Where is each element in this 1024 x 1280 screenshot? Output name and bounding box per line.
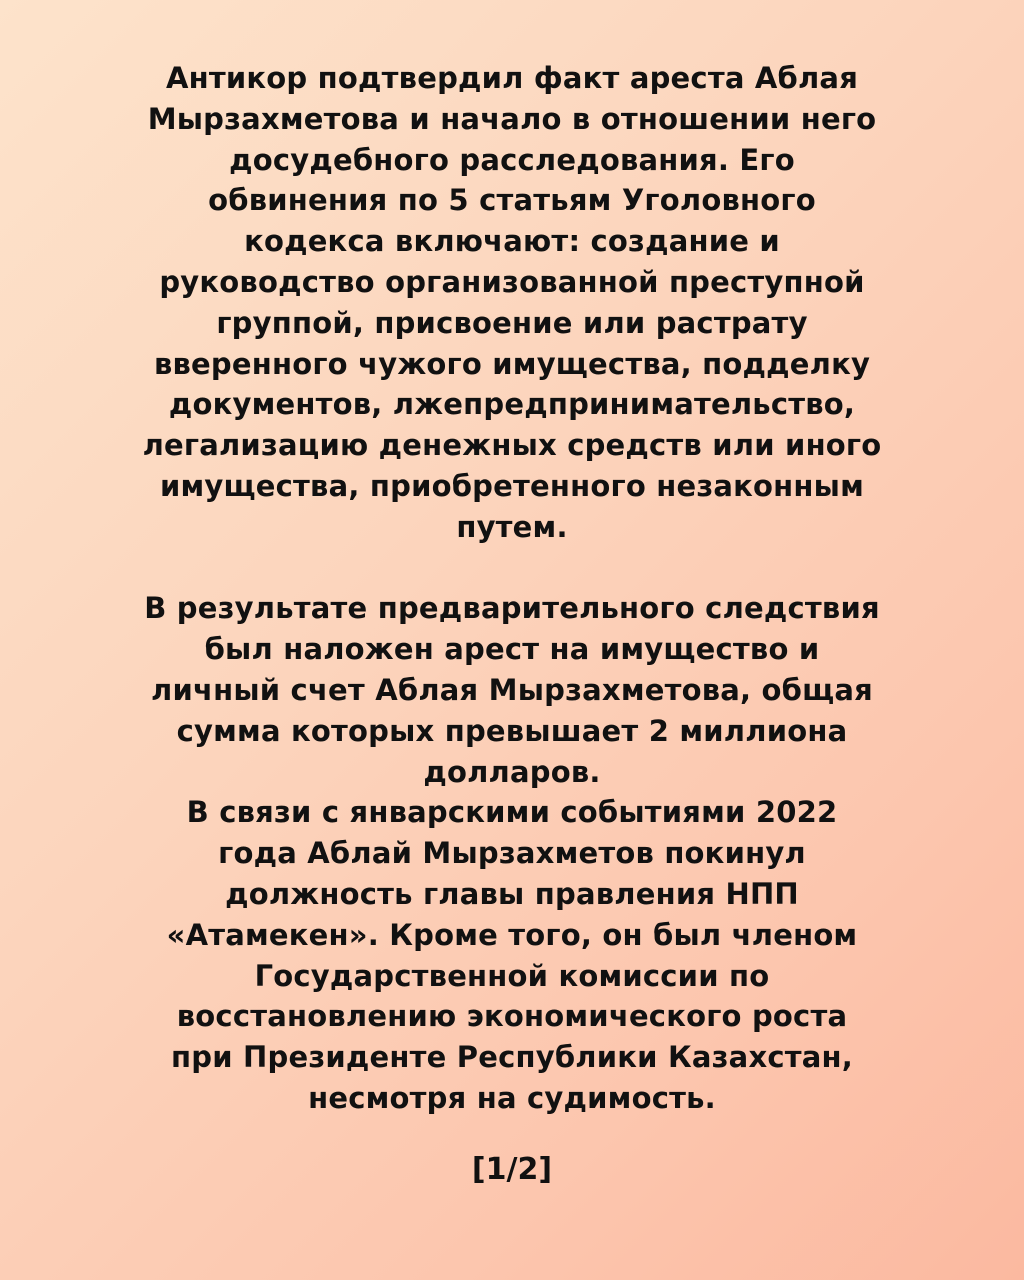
text-line: восстановлению экономического роста — [176, 999, 848, 1034]
text-line: обвинения по 5 статьям Уголовного — [208, 183, 816, 218]
text-line: Мырзахметова и начало в отношении него — [147, 101, 877, 136]
text-line: личный счет Аблая Мырзахметова, общая — [151, 672, 873, 707]
text-line: имущества, приобретенного незаконным — [160, 468, 864, 503]
text-line: кодекса включают: создание и — [244, 224, 780, 259]
text-line: Государственной комиссии по — [254, 958, 770, 993]
text-line: руководство организованной преступной — [159, 264, 865, 299]
text-line: В результате предварительного следствия — [144, 591, 880, 626]
paragraph-arrest — [96, 58, 928, 548]
paragraph-background — [96, 792, 928, 1118]
text-line: долларов. — [423, 754, 601, 789]
text-line: легализацию денежных средств или иного — [142, 428, 882, 463]
text-line: вверенного чужого имущества, подделку — [153, 346, 871, 381]
text-line: досудебного расследования. Его — [229, 142, 795, 177]
paragraph-seizure — [96, 588, 928, 792]
text-line: был наложен арест на имущество и — [204, 632, 820, 667]
text-line: группой, присвоение или растрату — [216, 305, 808, 340]
page-indicator: [1/2] — [471, 1152, 553, 1187]
text-line: года Аблай Мырзахметов покинул — [218, 836, 806, 871]
text-line: должность главы правления НПП — [225, 876, 799, 911]
text-line: документов, лжепредпринимательство, — [168, 387, 856, 422]
text-line: при Президенте Республики Казахстан, — [171, 1040, 853, 1075]
paragraph-spacer — [96, 548, 928, 589]
text-line: Антикор подтвердил факт ареста Аблая — [165, 61, 859, 95]
text-line: «Атамекен». Кроме того, он был членом — [166, 917, 858, 952]
text-line: сумма которых превышает 2 миллиона — [176, 713, 848, 748]
text-line: путем. — [456, 509, 568, 544]
post-text — [96, 58, 928, 1119]
text-line: несмотря на судимость. — [308, 1080, 716, 1115]
text-line: В связи с январскими событиями 2022 — [186, 795, 838, 830]
